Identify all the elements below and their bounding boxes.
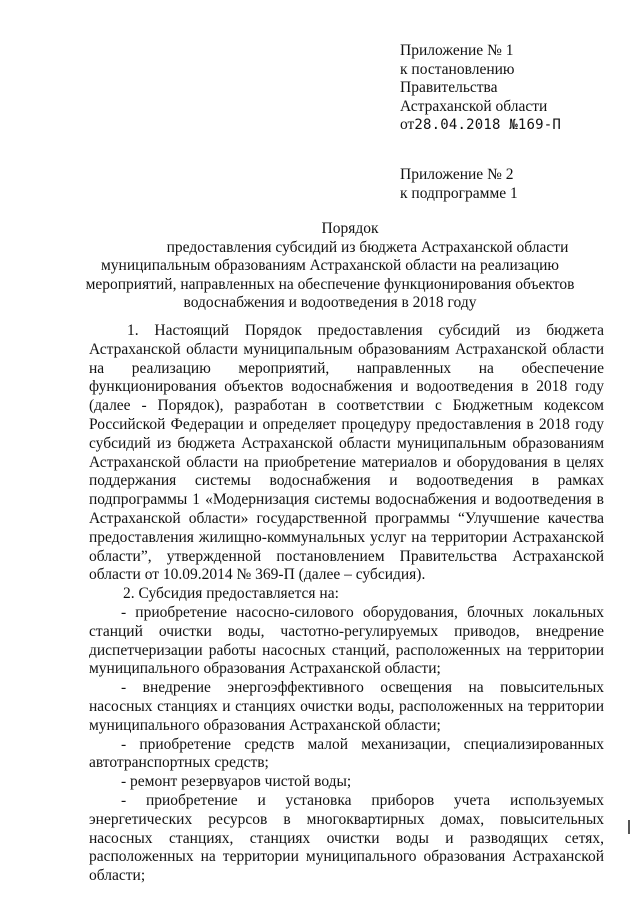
scan-edge-mark bbox=[628, 820, 630, 834]
title-line: мероприятий, направленных на обеспечение функционирования объектов bbox=[85, 275, 575, 293]
appendix-1-date-line bbox=[400, 116, 561, 135]
title-line: муниципальным образованиям Астраханской области на реализацию bbox=[100, 257, 559, 275]
list-item: - приобретение и установка приборов учета используемых энергетических ресурсов в многоквартирных домах, повысительных насосных станциях, станциях очистки воды и разводящих сетях, расположенных на территории муниципального образования Астраханской области; bbox=[89, 791, 604, 885]
list-item: - ремонт резервуаров чистой воды; bbox=[121, 773, 352, 791]
handwritten-date-number: 28.04.2018 №169-П bbox=[414, 117, 562, 134]
date-prefix: от bbox=[400, 116, 415, 134]
appendix-2-block bbox=[400, 166, 518, 203]
appendix-1-line: Правительства bbox=[400, 79, 498, 97]
list-item: - приобретение средств малой механизации, специализированных автотранспортных средств; bbox=[89, 735, 604, 772]
paragraph-1: 1. Настоящий Порядок предоставления субсидий из бюджета Астраханской области муниципальным образованиям Астраханской области на реализацию мероприятий, направленных на обеспечение функционирования объектов водоснабжения и водоотведения в 2018 году (далее - Порядок), разработан в соответствии с Бюджетным кодексом Российской Федерации и определяет процедуру предоставления в 2018 году субсидий из бюджета Астраханской области муниципальным образованиям Астраханской области на приобретение материалов и оборудования в целях поддержания системы водоснабжения и водоотведения в рамках подпрограммы 1 «Модернизация системы водоснабжения и водоотведения в Астраханской области» государственной программы “Улучшение качества предоставления жилищно-коммунальных услуг на территории Астраханской области”, утвержденной постановлением Правительства Астраханской области от 10.09.2014 № 369-П (далее – субсидия). bbox=[89, 322, 604, 584]
appendix-1-line: Приложение № 1 bbox=[400, 42, 514, 59]
appendix-1-block bbox=[400, 42, 561, 135]
document-title bbox=[60, 220, 600, 313]
appendix-2-line: Приложение № 2 bbox=[400, 166, 514, 183]
list-item: - приобретение насосно-силового оборудования, блочных локальных станций очистки воды, частотно-регулируемых приводов, внедрение диспетчеризации работы насосных станций, расположенных на территории муниципального образования Астраханской области; bbox=[89, 603, 604, 678]
title-line: водоснабжения и водоотведения в 2018 году bbox=[183, 294, 477, 312]
paragraph-2: 2. Субсидия предоставляется на: bbox=[123, 585, 339, 603]
appendix-1-line: Астраханской области bbox=[400, 97, 548, 115]
title-heading: Порядок bbox=[321, 220, 379, 237]
list-item: - внедрение энергоэффективного освещения на повысительных насосных станциях и станциях очистки воды, расположенных на территории муниципального образования Астраханской области; bbox=[89, 679, 604, 734]
appendix-2-line: к подпрограмме 1 bbox=[400, 184, 518, 202]
appendix-1-line: к постановлению bbox=[400, 60, 515, 78]
title-line: предоставления субсидий из бюджета Астраханской области bbox=[166, 238, 569, 256]
document-body bbox=[89, 322, 604, 886]
